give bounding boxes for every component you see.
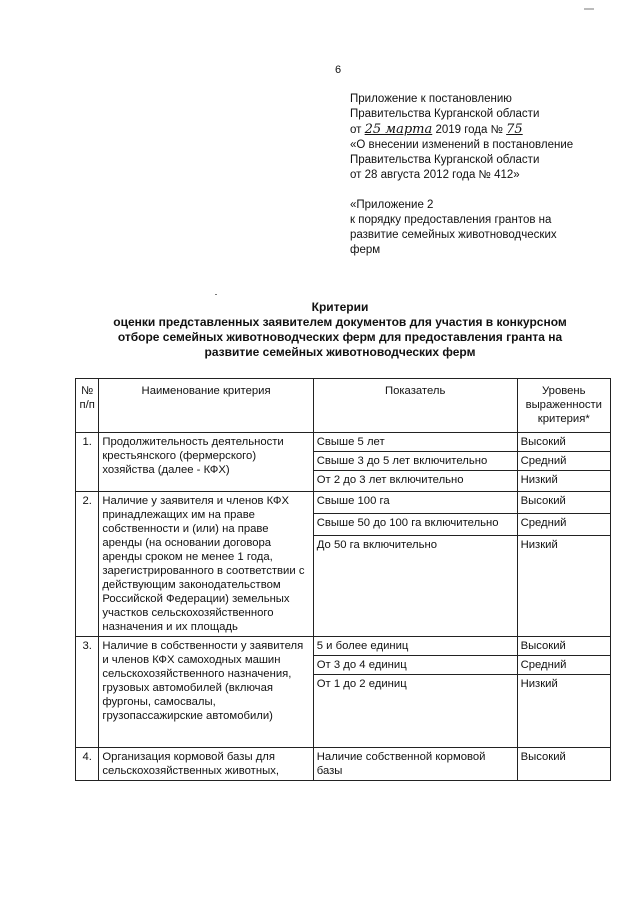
level-cell: Высокий xyxy=(517,492,610,514)
scan-dot xyxy=(215,294,217,295)
header-indicator: Показатель xyxy=(313,379,517,433)
indicator-cell: От 3 до 4 единиц xyxy=(313,656,517,675)
level-cell: Высокий xyxy=(517,748,610,781)
header-name: Наименование критерия xyxy=(99,379,313,433)
appendix-line: Правительства Курганской области xyxy=(350,154,540,166)
table-header-row xyxy=(76,379,611,433)
criterion-name: Наличие у заявителя и членов КФХ принадлежащих им на праве собственности и (или) на праве аренды (на основании договора аренды сроком не менее 1 года, зарегистрированного в соответствии с действующим законодательством Российской Федерации) земельных участков сельскохозяйственного назначения и их площадь xyxy=(99,492,313,637)
level-cell: Высокий xyxy=(517,637,610,656)
level-cell: Высокий xyxy=(517,433,610,452)
appendix-line: «О внесении изменений в постановление xyxy=(350,139,574,151)
indicator-cell: Свыше 3 до 5 лет включительно xyxy=(313,452,517,471)
appendix-line: Правительства Курганской области xyxy=(350,108,540,120)
appendix-line: от 28 августа 2012 года № 412» xyxy=(350,169,520,181)
row-number: 2. xyxy=(76,492,99,637)
row-number: 3. xyxy=(76,637,99,748)
title-line: оценки представленных заявителем документов для участия в конкурсном xyxy=(113,315,567,329)
document-title xyxy=(60,300,620,360)
appendix-header xyxy=(350,92,620,258)
row-number: 1. xyxy=(76,433,99,492)
table-row xyxy=(76,637,611,656)
appendix-line: «Приложение 2 xyxy=(350,199,434,211)
handwritten-number: 75 xyxy=(506,122,523,137)
level-cell: Низкий xyxy=(517,675,610,748)
level-cell: Средний xyxy=(517,656,610,675)
title-line: развитие семейных животноводческих ферм xyxy=(204,345,476,359)
criterion-name: Наличие в собственности у заявителя и членов КФХ самоходных машин сельскохозяйственного назначения, грузовых автомобилей (включая фургоны, самосвалы, грузопассажирские автомобили) xyxy=(99,637,313,748)
handwritten-date: 25 марта xyxy=(364,122,433,137)
page-number: 6 xyxy=(335,64,342,76)
table-row xyxy=(76,433,611,452)
header-num: № п/п xyxy=(76,379,99,433)
indicator-cell: 5 и более единиц xyxy=(313,637,517,656)
indicator-cell: Наличие собственной кормовой базы xyxy=(313,748,517,781)
date-suffix: 2019 года № xyxy=(435,124,503,136)
criterion-name: Организация кормовой базы для сельскохозяйственных животных, xyxy=(99,748,313,781)
criterion-name: Продолжительность деятельности крестьянского (фермерского) хозяйства (далее - КФХ) xyxy=(99,433,313,492)
indicator-cell: До 50 га включительно xyxy=(313,536,517,637)
level-cell: Низкий xyxy=(517,536,610,637)
indicator-cell: От 2 до 3 лет включительно xyxy=(313,471,517,492)
table-row xyxy=(76,748,611,781)
title-line: отборе семейных животноводческих ферм для предоставления гранта на xyxy=(117,330,563,344)
header-level: Уровень выраженности критерия* xyxy=(517,379,610,433)
appendix-line: ферм xyxy=(350,244,381,256)
indicator-cell: Свыше 5 лет xyxy=(313,433,517,452)
appendix-date-line xyxy=(350,122,620,138)
criteria-table xyxy=(75,378,611,781)
row-number: 4. xyxy=(76,748,99,781)
level-cell: Средний xyxy=(517,514,610,536)
indicator-cell: Свыше 100 га xyxy=(313,492,517,514)
level-cell: Низкий xyxy=(517,471,610,492)
date-prefix: от xyxy=(350,124,362,136)
appendix-line: развитие семейных животноводческих xyxy=(350,229,557,241)
appendix-line: к порядку предоставления грантов на xyxy=(350,214,552,226)
appendix-line: Приложение к постановлению xyxy=(350,93,512,105)
indicator-cell: От 1 до 2 единиц xyxy=(313,675,517,748)
indicator-cell: Свыше 50 до 100 га включительно xyxy=(313,514,517,536)
level-cell: Средний xyxy=(517,452,610,471)
scan-mark xyxy=(584,8,594,10)
table-row xyxy=(76,492,611,514)
title-line: Критерии xyxy=(311,300,369,314)
